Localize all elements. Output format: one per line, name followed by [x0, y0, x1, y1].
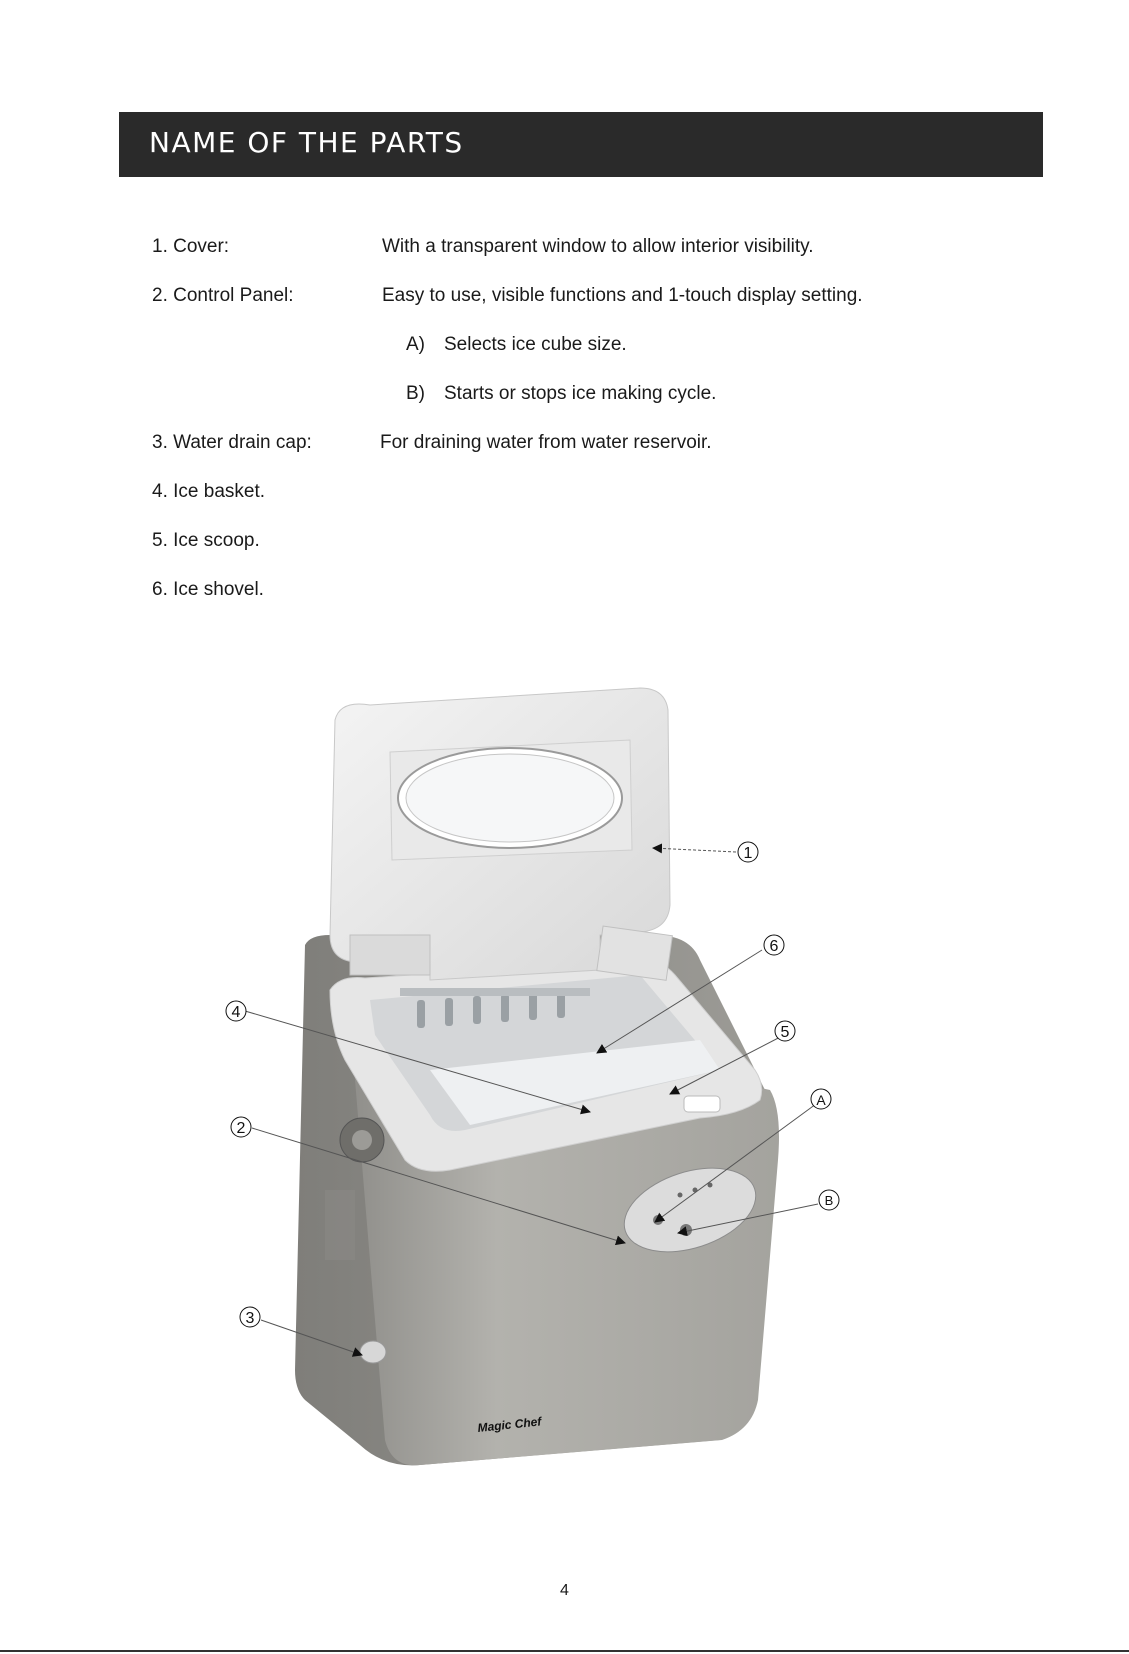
- section-title: NAME OF THE PARTS: [149, 126, 464, 159]
- svg-text:B: B: [824, 1193, 834, 1208]
- svg-text:5: 5: [780, 1024, 790, 1041]
- svg-text:2: 2: [236, 1120, 246, 1137]
- svg-text:4: 4: [231, 1004, 241, 1021]
- part-description: Easy to use, visible functions and 1-touch display setting.: [382, 285, 863, 306]
- part-label: 3. Water drain cap:: [152, 432, 312, 453]
- machine-body: [295, 935, 779, 1465]
- page-number: 4: [560, 1582, 569, 1599]
- part-label: 5. Ice scoop.: [152, 530, 260, 551]
- subitem-text: Selects ice cube size.: [444, 334, 627, 355]
- part-label: 6. Ice shovel.: [152, 579, 264, 600]
- callout-2: [231, 1117, 251, 1137]
- callout-b: [819, 1190, 839, 1210]
- part-label: 1. Cover:: [152, 236, 230, 257]
- subitem-text: Starts or stops ice making cycle.: [444, 383, 717, 404]
- part-label: 4. Ice basket.: [152, 481, 266, 502]
- callout-a: [811, 1089, 831, 1109]
- svg-text:3: 3: [245, 1310, 255, 1327]
- brand-logo-text: Magic Chef: [476, 1414, 542, 1435]
- subitem-letter: A): [406, 334, 425, 355]
- svg-text:1: 1: [743, 845, 753, 862]
- callout-3: [240, 1307, 260, 1327]
- part-description: With a transparent window to allow interior visibility.: [382, 236, 814, 257]
- bottom-rule: [0, 1650, 1129, 1652]
- callout-5: [775, 1021, 795, 1041]
- svg-text:A: A: [816, 1092, 826, 1108]
- callout-6: [764, 935, 784, 955]
- machine-lid: [330, 688, 672, 980]
- svg-text:6: 6: [769, 938, 779, 955]
- part-label: 2. Control Panel:: [152, 285, 294, 306]
- callout-1: [738, 842, 758, 862]
- subitem-letter: B): [406, 383, 425, 404]
- part-description: For draining water from water reservoir.: [380, 432, 712, 453]
- callout-4: [226, 1001, 246, 1021]
